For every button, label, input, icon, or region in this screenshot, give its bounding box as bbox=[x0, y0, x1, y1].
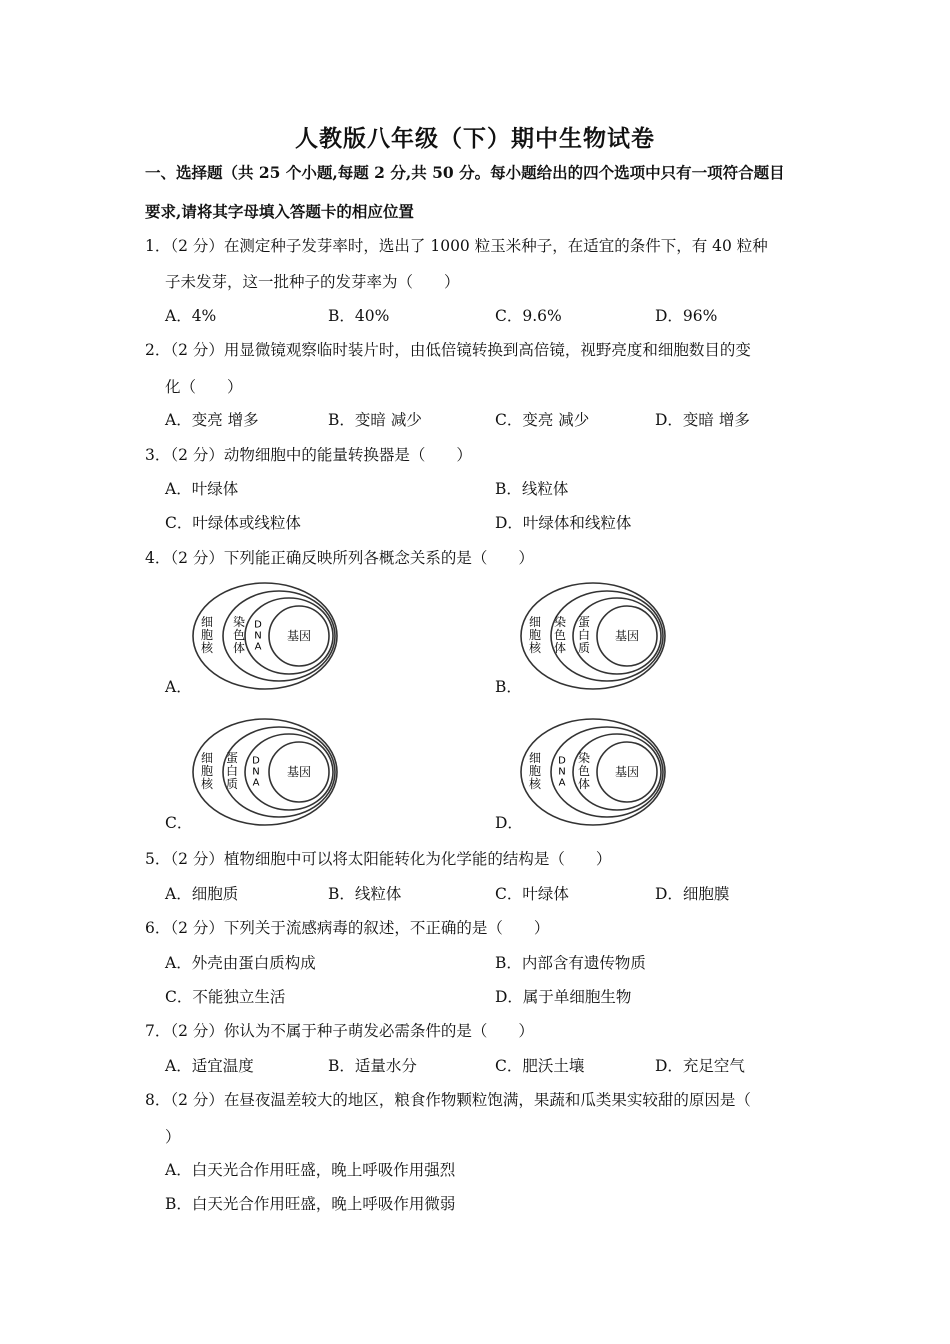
question-text: （2 分）在测定种子发芽率时，选出了 1000 粒玉米种子，在适宜的条件下，有 40 粒种 bbox=[170, 237, 768, 255]
question-number: 3． bbox=[145, 446, 171, 464]
q2-option-a[interactable]: A．变亮 增多 bbox=[165, 411, 259, 429]
q4-option-b[interactable]: B． bbox=[495, 678, 522, 696]
question-8-cont: ） bbox=[165, 1128, 181, 1146]
question-text: （2 分）你认为不属于种子萌发必需条件的是（ ） bbox=[170, 1022, 534, 1040]
diagram-label: 蛋白质 bbox=[225, 751, 239, 792]
diagram-label: 基因 bbox=[286, 765, 312, 779]
q3-option-b[interactable]: B．线粒体 bbox=[495, 480, 569, 498]
question-text: （2 分）下列关于流感病毒的叙述，不正确的是（ ） bbox=[170, 919, 550, 937]
svg-text:细胞核 bbox=[529, 751, 542, 791]
question-1 bbox=[145, 236, 768, 256]
question-number: 4． bbox=[145, 549, 171, 567]
q7-option-b[interactable]: B．适量水分 bbox=[328, 1057, 417, 1075]
question-text: （2 分）在昼夜温差较大的地区，粮食作物颗粒饱满，果蔬和瓜类果实较甜的原因是（ bbox=[170, 1091, 751, 1109]
q5-option-a[interactable]: A．细胞质 bbox=[165, 885, 239, 903]
diagram-label: 染色体 bbox=[553, 615, 567, 656]
diagram-label: 基因 bbox=[614, 765, 640, 779]
q5-option-d[interactable]: D．细胞膜 bbox=[655, 885, 730, 903]
q4-option-c[interactable]: C． bbox=[165, 814, 193, 832]
question-2 bbox=[145, 340, 751, 360]
diagram-label: D N A bbox=[252, 755, 260, 789]
q3-option-c[interactable]: C．叶绿体或线粒体 bbox=[165, 514, 301, 532]
q3-option-a[interactable]: A．叶绿体 bbox=[165, 480, 239, 498]
q4-diagram-d bbox=[518, 716, 668, 832]
q6-option-d[interactable]: D．属于单细胞生物 bbox=[495, 988, 632, 1006]
section-instructions-line1: 一、选择题（共 25 个小题,每题 2 分,共 50 分。每小题给出的四个选项中只有一项符合题目 bbox=[145, 163, 785, 182]
svg-text:蛋白质 bbox=[578, 615, 590, 655]
svg-text:染色体 bbox=[233, 614, 245, 655]
svg-text:染色体 bbox=[554, 614, 566, 655]
page-title: 人教版八年级（下）期中生物试卷 bbox=[295, 125, 655, 152]
svg-text:DNA bbox=[558, 756, 566, 789]
question-6 bbox=[145, 918, 549, 938]
question-number: 8． bbox=[145, 1091, 171, 1109]
q6-option-a[interactable]: A．外壳由蛋白质构成 bbox=[165, 954, 316, 972]
question-text: （2 分）用显微镜观察临时装片时，由低倍镜转换到高倍镜，视野亮度和细胞数目的变 bbox=[170, 341, 751, 359]
question-5 bbox=[145, 849, 611, 869]
diagram-label: 染色体 bbox=[232, 615, 246, 656]
question-number: 1． bbox=[145, 237, 171, 255]
svg-text:DNA bbox=[254, 620, 262, 653]
q7-option-a[interactable]: A．适宜温度 bbox=[165, 1057, 254, 1075]
q8-option-a[interactable]: A．白天光合作用旺盛，晚上呼吸作用强烈 bbox=[165, 1161, 456, 1179]
q1-option-c[interactable]: C．9.6% bbox=[495, 307, 562, 325]
diagram-label: 细胞核 bbox=[528, 615, 542, 656]
q8-option-b[interactable]: B．白天光合作用旺盛，晚上呼吸作用微弱 bbox=[165, 1195, 456, 1213]
svg-text:DNA bbox=[252, 756, 260, 789]
q4-diagram-b bbox=[518, 580, 668, 696]
q5-option-c[interactable]: C．叶绿体 bbox=[495, 885, 569, 903]
question-2-cont: 化（ ） bbox=[165, 378, 243, 396]
q2-option-b[interactable]: B．变暗 减少 bbox=[328, 411, 422, 429]
diagram-label: 蛋白质 bbox=[577, 615, 591, 656]
question-4 bbox=[145, 548, 534, 568]
diagram-label: D N A bbox=[558, 755, 566, 789]
question-text: （2 分）动物细胞中的能量转换器是（ ） bbox=[170, 446, 472, 464]
svg-text:细胞核 bbox=[529, 615, 542, 655]
q1-option-d[interactable]: D．96% bbox=[655, 307, 718, 325]
q4-diagram-c bbox=[190, 716, 340, 832]
q4-diagram-a bbox=[190, 580, 340, 696]
svg-text:细胞核 bbox=[201, 751, 214, 791]
diagram-label: 细胞核 bbox=[200, 615, 214, 656]
question-number: 6． bbox=[145, 919, 171, 937]
diagram-label: 基因 bbox=[286, 629, 312, 643]
q4-option-a[interactable]: A． bbox=[165, 678, 192, 696]
svg-text:染色体 bbox=[578, 750, 590, 791]
question-1-cont: 子未发芽，这一批种子的发芽率为（ ） bbox=[165, 273, 460, 291]
q1-option-b[interactable]: B．40% bbox=[328, 307, 390, 325]
q7-option-d[interactable]: D．充足空气 bbox=[655, 1057, 745, 1075]
q6-option-c[interactable]: C．不能独立生活 bbox=[165, 988, 286, 1006]
q2-option-d[interactable]: D．变暗 增多 bbox=[655, 411, 750, 429]
question-number: 5． bbox=[145, 850, 171, 868]
svg-text:蛋白质 bbox=[226, 751, 238, 791]
question-number: 2． bbox=[145, 341, 171, 359]
diagram-label: 基因 bbox=[614, 629, 640, 643]
diagram-label: 染色体 bbox=[577, 751, 591, 792]
question-text: （2 分）植物细胞中可以将太阳能转化为化学能的结构是（ ） bbox=[170, 850, 612, 868]
q2-option-c[interactable]: C．变亮 减少 bbox=[495, 411, 590, 429]
q5-option-b[interactable]: B．线粒体 bbox=[328, 885, 402, 903]
question-text: （2 分）下列能正确反映所列各概念关系的是（ ） bbox=[170, 549, 534, 567]
question-3 bbox=[145, 445, 472, 465]
q7-option-c[interactable]: C．肥沃土壤 bbox=[495, 1057, 585, 1075]
diagram-label: 细胞核 bbox=[200, 751, 214, 792]
diagram-label: D N A bbox=[254, 619, 262, 653]
q1-option-a[interactable]: A．4% bbox=[165, 307, 217, 325]
question-8 bbox=[145, 1090, 751, 1110]
q6-option-b[interactable]: B．内部含有遗传物质 bbox=[495, 954, 646, 972]
q4-option-d[interactable]: D． bbox=[495, 814, 523, 832]
diagram-label: 细胞核 bbox=[528, 751, 542, 792]
question-number: 7． bbox=[145, 1022, 171, 1040]
question-7 bbox=[145, 1021, 534, 1041]
q3-option-d[interactable]: D．叶绿体和线粒体 bbox=[495, 514, 632, 532]
section-instructions-line2: 要求,请将其字母填入答题卡的相应位置 bbox=[145, 202, 414, 221]
